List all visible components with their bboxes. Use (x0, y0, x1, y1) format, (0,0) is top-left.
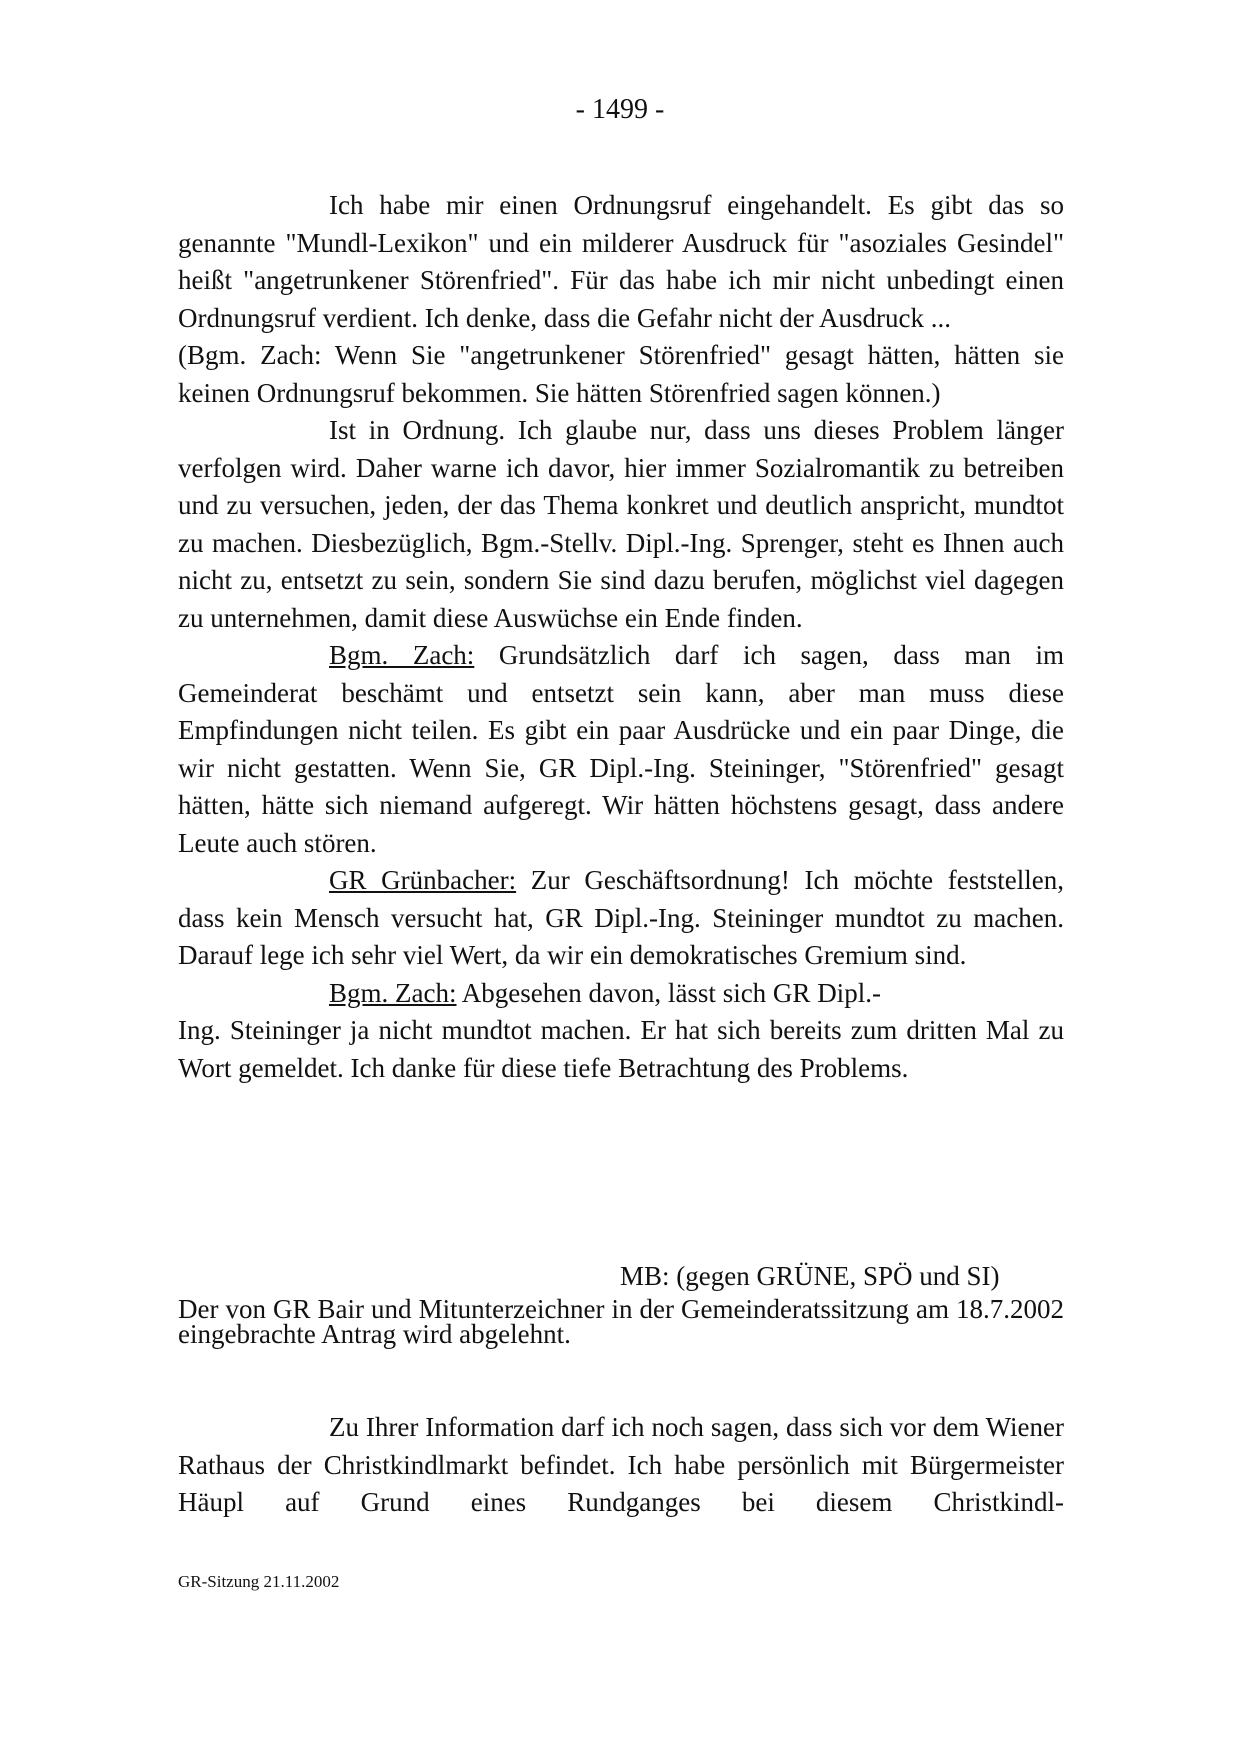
speaker-paragraph (178, 637, 1064, 862)
speaker-name: Bgm. Zach: (329, 640, 475, 670)
resolution-heading: MB: (gegen GRÜNE, SPÖ und SI) (620, 1261, 1000, 1291)
speaker-text: Zur Geschäftsordnung! Ich möchte feststellen, dass kein Mensch versucht hat, GR Dipl.-Ing. Steininger mundtot zu machen. Darauf lege ich sehr viel Wert, da wir ein demokratisches Gremium sind. (178, 865, 1064, 970)
paragraph: Ich habe mir einen Ordnungsruf eingehandelt. Es gibt das so genannte "Mundl-Lexikon" und ein milderer Ausdruck für "asoziales Gesindel" heißt "angetrunkener Störenfried". Für das habe ich mir nicht unbedingt einen Ordnungsruf verdient. Ich denke, dass die Gefahr nicht der Ausdruck ... (178, 190, 1064, 333)
speaker-text: Abgesehen davon, lässt sich GR Dipl.- (456, 977, 881, 1008)
speaker-name: GR Grünbacher: (329, 865, 517, 895)
interjection: (Bgm. Zach: Wenn Sie "angetrunkener Störenfried" gesagt hätten, hätten sie keinen Ordnungsruf bekommen. Sie hätten Störenfried sagen können.) (178, 340, 1064, 408)
closing-paragraph-block (178, 1409, 1064, 1522)
speaker-text: Grundsätzlich darf ich sagen, dass man im Gemeinderat beschämt und entsetzt sein kann, aber man muss diese Empfindungen nicht teilen. Es gibt ein paar Ausdrücke und ein paar Dinge, die wir nicht gestatten. Wenn Sie, GR Dipl.-Ing. Steininger, "Störenfried" gesagt hätten, hätte sich niemand aufgeregt. Wir hätten höchstens gesagt, dass andere Leute auch stören. (178, 640, 1064, 858)
paragraph: Zu Ihrer Information darf ich noch sagen, dass sich vor dem Wiener Rathaus der Christkindlmarkt befindet. Ich habe persönlich mit Bürgermeister Häupl auf Grund eines Rundganges bei diesem Christkindl- (178, 1412, 1064, 1517)
footer-session-date: GR-Sitzung 21.11.2002 (178, 1572, 340, 1591)
speech-block (178, 187, 1064, 1087)
speaker-name: Bgm. Zach: (329, 977, 457, 1008)
page-number: - 1499 - (575, 94, 665, 125)
speaker-paragraph (178, 975, 1064, 1013)
paragraph: Ist in Ordnung. Ich glaube nur, dass uns dieses Problem länger verfolgen wird. Daher warne ich davor, hier immer Sozialromantik zu betreiben und zu versuchen, jeden, der das Thema konkret und deutlich anspricht, mundtot zu machen. Diesbezüglich, Bgm.-Stellv. Dipl.-Ing. Sprenger, steht es Ihnen auch nicht zu, entsetzt zu sein, sondern Sie sind dazu berufen, möglichst viel dagegen zu unternehmen, damit diese Auswüchse ein Ende finden. (178, 415, 1064, 633)
speaker-paragraph (178, 862, 1064, 975)
resolution-text: Der von GR Bair und Mitunterzeichner in der Gemeinderatssitzung am 18.7.2002 eingebrachte Antrag wird abgelehnt. (178, 1294, 1064, 1349)
paragraph-continuation: Ing. Steininger ja nicht mundtot machen. Er hat sich bereits zum dritten Mal zu Wort gemeldet. Ich danke für diese tiefe Betrachtung des Problems. (178, 1015, 1064, 1083)
